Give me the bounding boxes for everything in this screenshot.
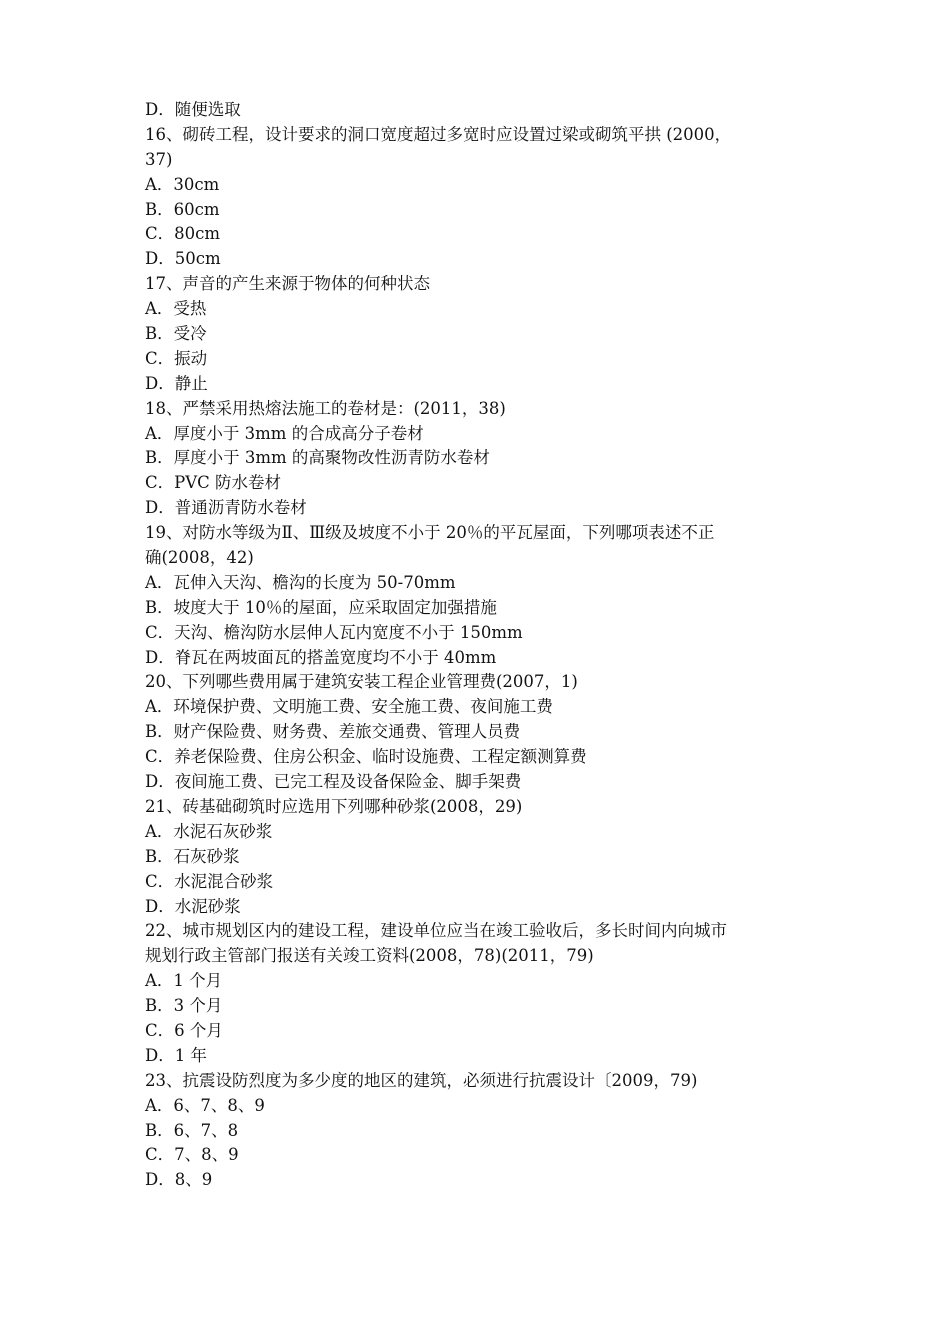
- option-c: C．水泥混合砂浆: [145, 871, 274, 891]
- option-b: B．受冷: [145, 324, 207, 344]
- question-23-stem: 23、抗震设防烈度为多少度的地区的建筑，必须进行抗震设计〔2009，79): [145, 1070, 698, 1090]
- question-17-stem: 17、声音的产生来源于物体的何种状态: [145, 274, 430, 294]
- option-d: D．脊瓦在两坡面瓦的搭盖宽度均不小于 40mm: [145, 647, 497, 667]
- question-18-stem: 18、严禁采用热熔法施工的卷材是：(2011，38): [145, 398, 506, 418]
- option-a: A．1 个月: [145, 971, 223, 991]
- option-c: C．养老保险费、住房公积金、临时设施费、工程定额测算费: [145, 747, 587, 767]
- option-d: D．静止: [145, 373, 208, 393]
- option-d: D．8、9: [145, 1170, 213, 1190]
- option-b: B．3 个月: [145, 996, 223, 1016]
- question-20-stem: 20、下列哪些费用属于建筑安装工程企业管理费(2007，1): [145, 672, 578, 692]
- option-b: B．石灰砂浆: [145, 846, 240, 866]
- text-line: D．随便选取: [145, 100, 241, 119]
- option-a: A．环境保护费、文明施工费、安全施工费、夜间施工费: [145, 697, 553, 717]
- document-page: [145, 98, 813, 1193]
- option-c: C．7、8、9: [145, 1145, 239, 1165]
- option-a: A．瓦伸入天沟、檐沟的长度为 50-70mm: [145, 572, 456, 592]
- option-b: B．60cm: [145, 199, 220, 219]
- option-b: B．6、7、8: [145, 1120, 239, 1140]
- question-19-stem-cont: 确(2008，42): [145, 548, 254, 568]
- question-21-stem: 21、砖基础砌筑时应选用下列哪种砂浆(2008，29): [145, 796, 523, 816]
- option-c: C．天沟、檐沟防水层伸人瓦内宽度不小于 150mm: [145, 622, 523, 642]
- option-c: C．PVC 防水卷材: [145, 473, 282, 493]
- option-b: B．坡度大于 10％的屋面，应采取固定加强措施: [145, 597, 497, 617]
- option-a: A．30cm: [145, 174, 220, 194]
- question-22-stem: 22、城市规划区内的建设工程，建设单位应当在竣工验收后，多长时间内向城市: [145, 921, 727, 941]
- question-16-stem: 16、砌砖工程，设计要求的洞口宽度超过多宽时应设置过梁或砌筑平拱 (2000，: [145, 124, 732, 144]
- question-22-stem-cont: 规划行政主管部门报送有关竣工资料(2008，78)(2011，79): [145, 946, 594, 966]
- option-d: D．1 年: [145, 1045, 207, 1065]
- question-19-stem: 19、对防水等级为Ⅱ、Ⅲ级及坡度不小于 20％的平瓦屋面，下列哪项表述不正: [145, 523, 715, 543]
- option-a: A．受热: [145, 299, 207, 319]
- option-d: D．50cm: [145, 249, 221, 269]
- option-a: A．6、7、8、9: [145, 1095, 265, 1115]
- option-d: D．普通沥青防水卷材: [145, 498, 307, 518]
- question-16-stem-cont: 37): [145, 149, 173, 169]
- option-c: C．振动: [145, 348, 208, 368]
- option-b: B．财产保险费、财务费、差旅交通费、管理人员费: [145, 722, 521, 742]
- option-a: A．水泥石灰砂浆: [145, 821, 273, 841]
- option-d: D．夜间施工费、已完工程及设备保险金、脚手架费: [145, 772, 522, 792]
- option-b: B．厚度小于 3mm 的高聚物改性沥青防水卷材: [145, 448, 490, 468]
- option-a: A．厚度小于 3mm 的合成高分子卷材: [145, 423, 424, 443]
- option-c: C．6 个月: [145, 1020, 223, 1040]
- option-c: C．80cm: [145, 224, 221, 244]
- option-d: D．水泥砂浆: [145, 896, 241, 916]
